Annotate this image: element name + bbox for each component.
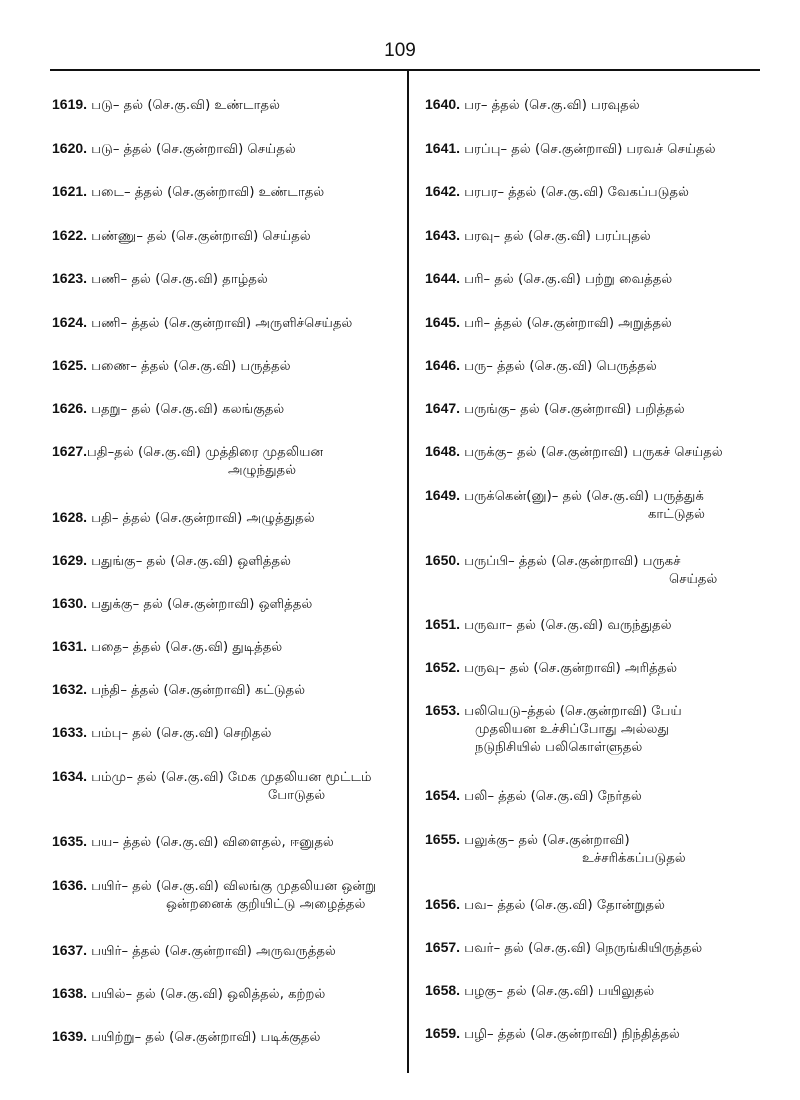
entry-1625 [52,356,291,376]
entry-text: பழி– த்தல் (செ.குன்றாவி) நிந்தித்தல் [464,1027,681,1042]
entry-number: 1631. [52,638,88,654]
entry-1656 [425,895,665,915]
entry-number: 1648. [425,443,461,459]
entry-text: பதை– த்தல் (செ.கு.வி) துடித்தல் [91,640,283,655]
entry-number: 1621. [52,183,88,199]
entry-number: 1623. [52,270,88,286]
entry-number: 1630. [52,595,88,611]
entry-1654 [425,786,642,806]
entry-number: 1637. [52,942,88,958]
entry-continuation: ஒன்றனைக் குறியிட்டு அழைத்தல் [166,897,366,912]
entry-text: பருக்கு– தல் (செ.குன்றாவி) பருகச் செய்தல் [464,445,723,460]
entry-1652 [425,658,677,678]
entry-text: பயிற்று– தல் (செ.குன்றாவி) படிக்குதல் [91,1030,321,1045]
entry-number: 1634. [52,768,88,784]
entry-number: 1636. [52,877,88,893]
entry-continuation: உச்சரிக்கப்படுதல் [582,851,686,866]
entry-number: 1624. [52,314,88,330]
entry-1643 [425,226,651,246]
entry-text: பயிர்– த்தல் (செ.குன்றாவி) அருவருத்தல் [91,944,336,959]
entry-1639 [52,1027,321,1047]
column-divider [407,71,409,1073]
entry-1628 [52,508,315,528]
entry-1646 [425,356,657,376]
entry-number: 1635. [52,833,88,849]
entry-1629 [52,551,291,571]
entry-text: பரப்பு– தல் (செ.குன்றாவி) பரவச் செய்தல் [464,142,716,157]
entry-number: 1647. [425,400,461,416]
entry-number: 1639. [52,1028,88,1044]
entry-1633 [52,723,272,743]
entry-number: 1627. [52,443,88,459]
entry-1638 [52,984,325,1004]
entry-number: 1655. [425,831,461,847]
entry-1637 [52,941,336,961]
entry-number: 1640. [425,96,461,112]
entry-text: பம்பு– தல் (செ.கு.வி) செறிதல் [91,726,272,741]
entry-number: 1645. [425,314,461,330]
entry-continuation: போடுதல் [268,788,326,803]
entry-text: பருவா– தல் (செ.கு.வி) வருந்துதல் [464,618,672,633]
entry-text: பதி– த்தல் (செ.குன்றாவி) அழுத்துதல் [91,511,315,526]
entry-number: 1633. [52,724,88,740]
entry-number: 1658. [425,982,461,998]
entry-1657 [425,938,702,958]
entry-1648 [425,442,723,462]
entry-number: 1629. [52,552,88,568]
entry-1622 [52,226,311,246]
entry-text: பதி–தல் (செ.கு.வி) முத்திரை முதலியன [87,445,324,460]
entry-1626 [52,399,284,419]
entry-text: படு– த்தல் (செ.குன்றாவி) செய்தல் [91,142,296,157]
entry-1635 [52,832,334,852]
entry-1649 [425,486,705,524]
entry-text: பரு– த்தல் (செ.கு.வி) பெருத்தல் [464,359,657,374]
entry-number: 1652. [425,659,461,675]
entry-number: 1628. [52,509,88,525]
entry-1620 [52,139,296,159]
entry-text: பலியெடு–த்தல் (செ.குன்றாவி) பேய் [464,704,682,719]
entry-number: 1649. [425,487,461,503]
entry-number: 1620. [52,140,88,156]
entry-text: பழகு– தல் (செ.கு.வி) பயிலுதல் [464,984,655,999]
entry-number: 1653. [425,702,461,718]
entry-text: பருங்கு– தல் (செ.குன்றாவி) பறித்தல் [464,402,685,417]
entry-text: பரி– தல் (செ.கு.வி) பற்று வைத்தல் [464,272,673,287]
entry-text: பருவு– தல் (செ.குன்றாவி) அரித்தல் [464,661,678,676]
entry-text: பயிர்– தல் (செ.கு.வி) விலங்கு முதலியன ஒன்று [91,879,377,894]
entry-number: 1656. [425,896,461,912]
entry-1621 [52,182,324,202]
entry-continuation: செய்தல் [669,572,718,587]
entry-continuation: அழுந்துதல் [228,463,297,478]
entry-number: 1619. [52,96,88,112]
entry-1655 [425,830,686,868]
entry-number: 1654. [425,787,461,803]
entry-text: பரி– த்தல் (செ.குன்றாவி) அறுத்தல் [464,316,673,331]
entry-number: 1642. [425,183,461,199]
entry-1632 [52,680,305,700]
entry-1644 [425,269,672,289]
entry-1642 [425,182,689,202]
entry-1647 [425,399,685,419]
entry-1636 [52,876,376,914]
entry-1631 [52,637,282,657]
entry-1650 [425,551,717,589]
entry-number: 1638. [52,985,88,1001]
entry-number: 1625. [52,357,88,373]
entry-number: 1632. [52,681,88,697]
entry-1624 [52,313,353,333]
entry-text: பண்ணு– தல் (செ.குன்றாவி) செய்தல் [91,229,311,244]
entry-text: பவர்– தல் (செ.கு.வி) நெருங்கியிருத்தல் [464,941,703,956]
entry-text: படு– தல் (செ.கு.வி) உண்டாதல் [91,98,281,113]
page-number: 109 [384,40,416,61]
entry-text: பலி– த்தல் (செ.கு.வி) நேர்தல் [464,789,642,804]
entry-1630 [52,594,312,614]
entry-continuation: நடுநிசியில் பலிகொள்ளுதல் [475,740,643,755]
entry-number: 1643. [425,227,461,243]
entry-text: பயில்– தல் (செ.கு.வி) ஒலித்தல், கற்றல் [91,987,326,1002]
entry-1658 [425,981,654,1001]
entry-number: 1650. [425,552,461,568]
entry-1641 [425,139,716,159]
entry-1627 [52,442,323,480]
entry-text: பணை– த்தல் (செ.கு.வி) பருத்தல் [91,359,291,374]
entry-number: 1641. [425,140,461,156]
entry-text: பணி– த்தல் (செ.குன்றாவி) அருளிச்செய்தல் [91,316,353,331]
entry-text: பய– த்தல் (செ.கு.வி) விளைதல், ஈனுதல் [91,835,334,850]
entry-number: 1644. [425,270,461,286]
entry-text: படை– த்தல் (செ.குன்றாவி) உண்டாதல் [91,185,325,200]
entry-continuation: முதலியன உச்சிப்போது அல்லது [475,722,670,737]
entry-1653 [425,701,682,757]
entry-continuation: காட்டுதல் [648,507,706,522]
entry-1634 [52,767,372,805]
entry-text: பர– த்தல் (செ.கு.வி) பரவுதல் [464,98,640,113]
entry-1659 [425,1024,680,1044]
entry-number: 1646. [425,357,461,373]
entry-text: பந்தி– த்தல் (செ.குன்றாவி) கட்டுதல் [91,683,306,698]
entry-number: 1626. [52,400,88,416]
entry-text: பதறு– தல் (செ.கு.வி) கலங்குதல் [91,402,285,417]
entry-text: பலுக்கு– தல் (செ.குன்றாவி) [464,833,630,848]
entry-text: பருப்பி– த்தல் (செ.குன்றாவி) பருகச் [464,554,681,569]
entry-1619 [52,95,280,115]
entry-text: பணி– தல் (செ.கு.வி) தாழ்தல் [91,272,268,287]
entry-text: பதுங்கு– தல் (செ.கு.வி) ஒளித்தல் [91,554,292,569]
entry-text: பதுக்கு– தல் (செ.குன்றாவி) ஒளித்தல் [91,597,313,612]
entry-1623 [52,269,268,289]
entry-1640 [425,95,640,115]
entry-text: பரவு– தல் (செ.கு.வி) பரப்புதல் [464,229,651,244]
entry-text: பவ– த்தல் (செ.கு.வி) தோன்றுதல் [464,898,666,913]
entry-number: 1657. [425,939,461,955]
entry-text: பருக்கென்(னு)– தல் (செ.கு.வி) பருத்துக் [464,489,704,504]
entry-text: பம்மு– தல் (செ.கு.வி) மேக முதலியன மூட்டம் [91,770,372,785]
header-rule [50,69,760,71]
entry-1645 [425,313,672,333]
entry-1651 [425,615,672,635]
entry-number: 1651. [425,616,461,632]
entry-text: பரபர– த்தல் (செ.கு.வி) வேகப்படுதல் [464,185,690,200]
entry-number: 1659. [425,1025,461,1041]
entry-number: 1622. [52,227,88,243]
